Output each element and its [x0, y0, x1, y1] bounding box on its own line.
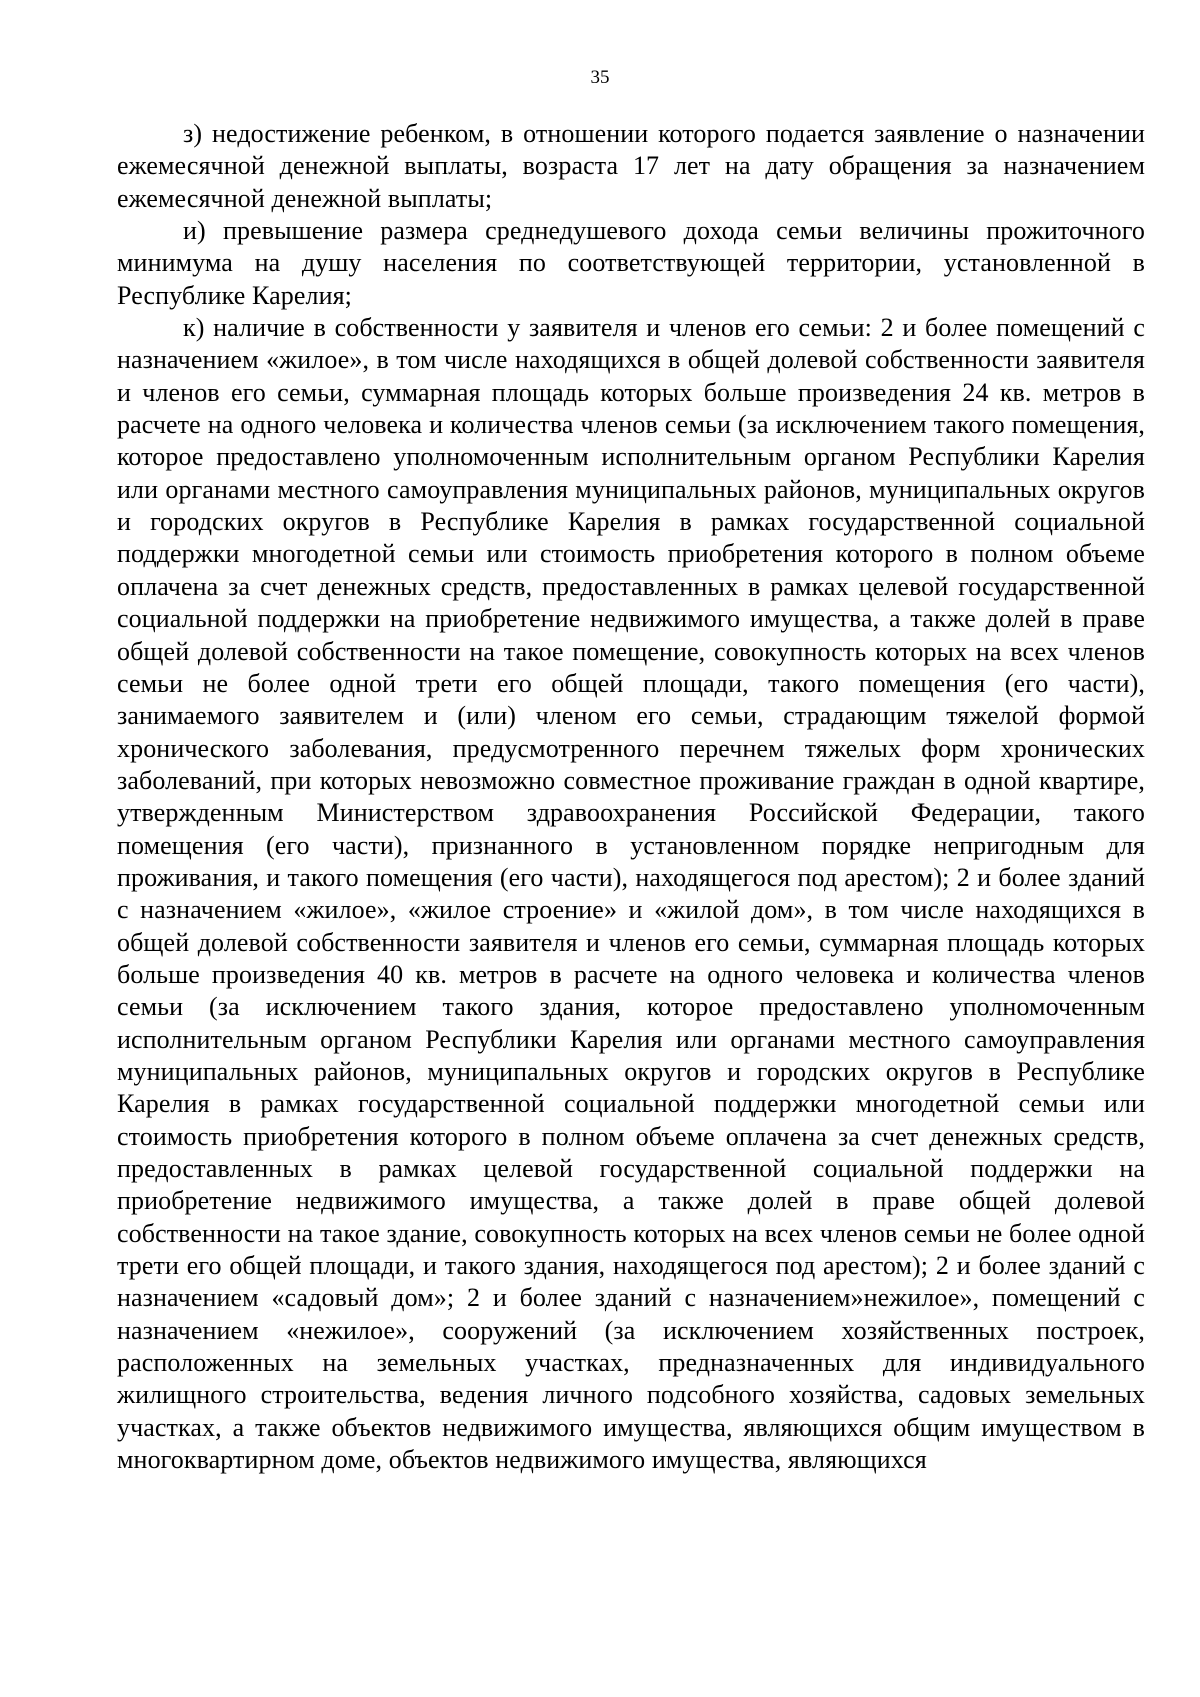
paragraph-z: з) недостижение ребенком, в отношении которого подается заявление о назначении ежемесячной денежной выплаты, возраста 17 лет на дату обращения за назначением ежемесячной денежной выплаты;	[117, 119, 1145, 213]
paragraph-i: и) превышение размера среднедушевого дохода семьи величины прожиточного минимума на душу населения по соответствующей территории, установленной в Республике Карелия;	[117, 216, 1145, 310]
document-body	[117, 118, 1145, 1476]
page-number: 35	[590, 67, 610, 88]
paragraph-k: к) наличие в собственности у заявителя и членов его семьи: 2 и более помещений с назначением «жилое», в том числе находящихся в общей долевой собственности заявителя и членов его семьи, суммарная площадь которых больше произведения 24 кв. метров в расчете на одного человека и количества членов семьи (за исключением такого помещения, которое предоставлено уполномоченным исполнительным органом Республики Карелия или органами местного самоуправления муниципальных районов, муниципальных округов и городских округов в Республике Карелия в рамках государственной социальной поддержки многодетной семьи или стоимость приобретения которого в полном объеме оплачена за счет денежных средств, предоставленных в рамках целевой государственной социальной поддержки на приобретение недвижимого имущества, а также долей в праве общей долевой собственности на такое помещение, совокупность которых на всех членов семьи не более одной трети его общей площади, такого помещения (его части), занимаемого заявителем и (или) членом его семьи, страдающим тяжелой формой хронического заболевания, предусмотренного перечнем тяжелых форм хронических заболеваний, при которых невозможно совместное проживание граждан в одной квартире, утвержденным Министерством здравоохранения Российской Федерации, такого помещения (его части), признанного в установленном порядке непригодным для проживания, и такого помещения (его части), находящегося под арестом); 2 и более зданий с назначением «жилое», «жилое строение» и «жилой дом», в том числе находящихся в общей долевой собственности заявителя и членов его семьи, суммарная площадь которых больше произведения 40 кв. метров в расчете на одного человека и количества членов семьи (за исключением такого здания, которое предоставлено уполномоченным исполнительным органом Республики Карелия или органами местного самоуправления муниципальных районов, муниципальных округов и городских округов в Республике Карелия в рамках государственной социальной поддержки многодетной семьи или стоимость приобретения которого в полном объеме оплачена за счет денежных средств, предоставленных в рамках целевой государственной социальной поддержки на приобретение недвижимого имущества, а также долей в праве общей долевой собственности на такое здание, совокупность которых на всех членов семьи не более одной трети его общей площади, и такого здания, находящегося под арестом); 2 и более зданий с назначением «садовый дом»; 2 и более зданий с назначением»нежилое», помещений с назначением «нежилое», сооружений (за исключением хозяйственных построек, расположенных на земельных участках, предназначенных для индивидуального жилищного строительства, ведения личного подсобного хозяйства, садовых земельных участках, а также объектов недвижимого имущества, являющихся общим имуществом в многоквартирном доме, объектов недвижимого имущества, являющихся	[117, 313, 1145, 1475]
